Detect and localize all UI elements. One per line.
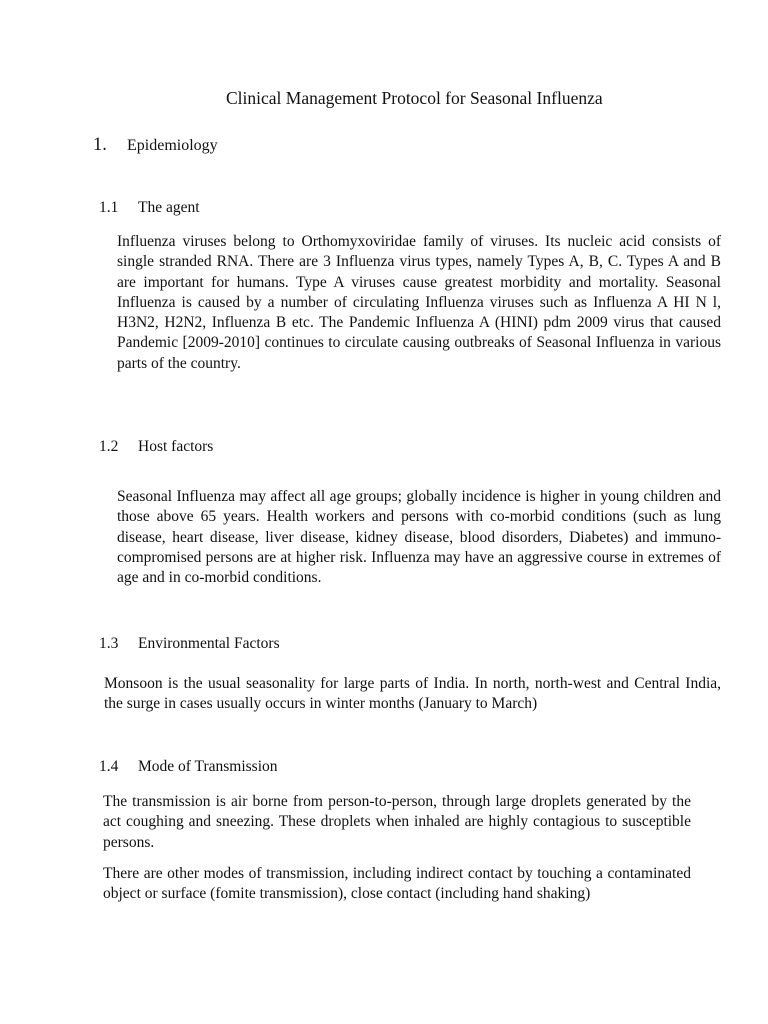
subsection-title: Mode of Transmission <box>138 758 278 775</box>
subsection-number: 1.2 <box>99 438 119 455</box>
section-heading <box>93 135 218 156</box>
paragraph-agent: Influenza viruses belong to Orthomyxoviridae family of viruses. Its nucleic acid consists of single stranded RNA. There are 3 Influenza virus types, namely Types A, B, C. Types A and B are important for humans. Type A viruses cause greatest morbidity and mortality. Seasonal Influenza is caused by a number of circulating Influenza viruses such as Influenza A HI N l, H3N2, H2N2, Influenza B etc. The Pandemic Influenza A (HINI) pdm 2009 virus that caused Pandemic [2009-2010] continues to circulate causing outbreaks of Seasonal Influenza in various parts of the country. <box>117 233 721 372</box>
section-title: Epidemiology <box>127 137 218 154</box>
document-title: Clinical Management Protocol for Seasonal Influenza <box>226 88 603 108</box>
subsection-heading-host-factors <box>99 438 213 456</box>
section-number: 1. <box>93 135 107 155</box>
paragraph-transmission-other-modes: There are other modes of transmission, including indirect contact by touching a contaminated object or surface (fomite transmission), close contact (including hand shaking) <box>103 865 691 903</box>
paragraph-host-factors: Seasonal Influenza may affect all age groups; globally incidence is higher in young children and those above 65 years. Health workers and persons with co-morbid conditions (such as lung disease, heart disease, liver disease, kidney disease, blood disorders, Diabetes) and immuno-compromised persons are at higher risk. Influenza may have an aggressive course in extremes of age and in co-morbid conditions. <box>117 488 721 587</box>
paragraph-environmental-factors: Monsoon is the usual seasonality for large parts of India. In north, north-west and Central India, the surge in cases usually occurs in winter months (January to March) <box>104 675 721 713</box>
subsection-title: The agent <box>138 199 200 216</box>
subsection-heading-mode-of-transmission <box>99 758 278 776</box>
paragraph-transmission-airborne: The transmission is air borne from person-to-person, through large droplets generated by the act coughing and sneezing. These droplets when inhaled are highly contagious to susceptible persons. <box>103 793 691 851</box>
subsection-heading-environmental-factors <box>99 635 280 653</box>
subsection-title: Host factors <box>138 438 214 455</box>
subsection-title: Environmental Factors <box>138 635 280 652</box>
subsection-number: 1.3 <box>99 635 119 652</box>
subsection-number: 1.4 <box>99 758 119 775</box>
subsection-heading-agent <box>99 199 200 217</box>
subsection-number: 1.1 <box>99 199 119 216</box>
